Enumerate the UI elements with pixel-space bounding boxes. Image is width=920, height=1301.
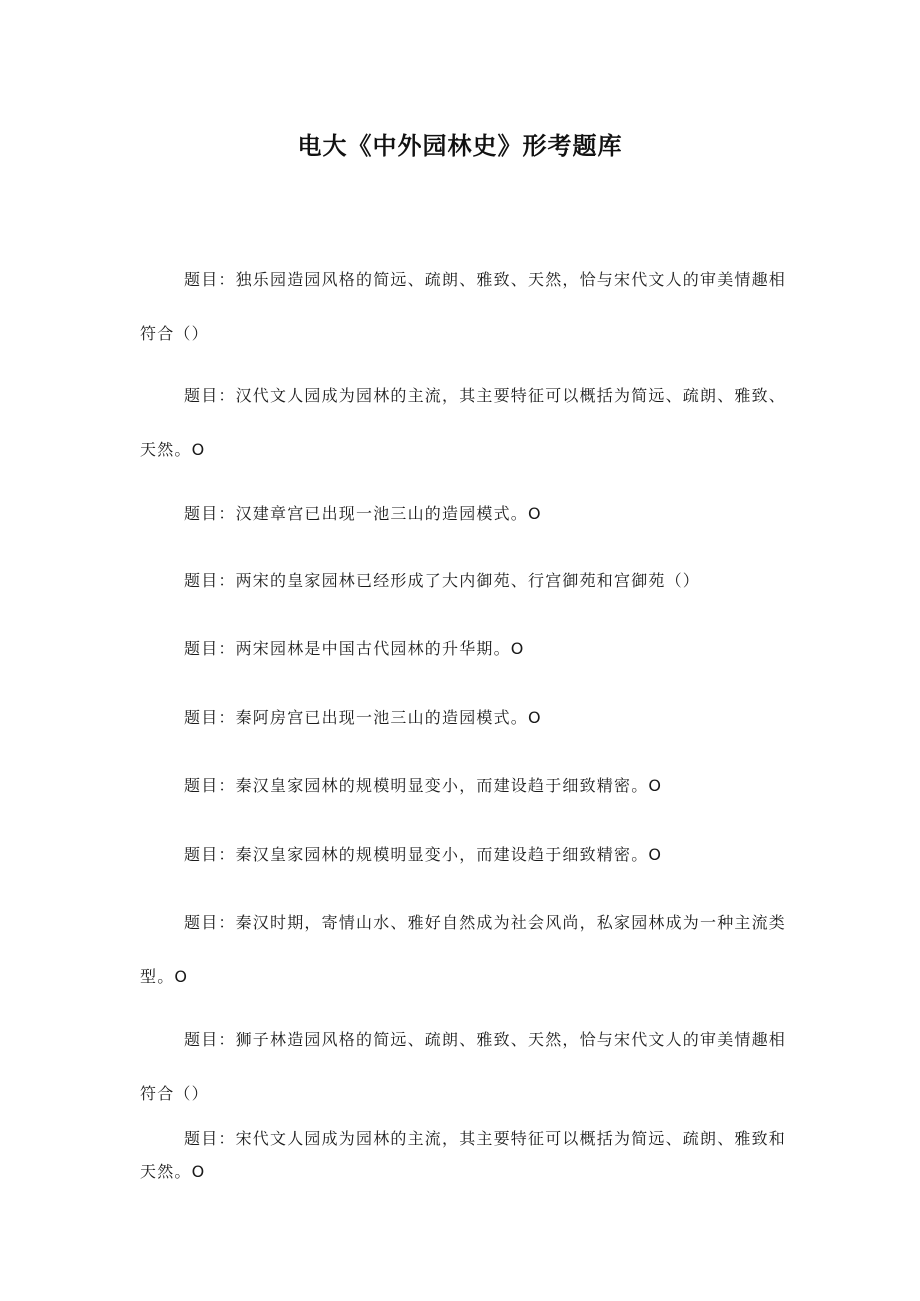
document-title: 电大《中外园林史》形考题库 (297, 132, 623, 160)
question-item: 题目：汉代文人园成为园林的主流，其主要特征可以概括为简远、疏朗、雅致、天然。O (140, 386, 787, 459)
question-item: 题目：秦汉皇家园林的规模明显变小，而建设趋于细致精密。O (184, 845, 663, 864)
question-item: 题目：独乐园造园风格的简远、疏朗、雅致、天然，恰与宋代文人的审美情趣相符合（） (140, 270, 787, 343)
question-item: 题目：秦汉皇家园林的规模明显变小，而建设趋于细致精密。O (184, 776, 663, 795)
question-item: 题目：两宋的皇家园林已经形成了大内御苑、行宫御苑和宫御苑（） (184, 571, 701, 590)
question-item: 题目：狮子林造园风格的简远、疏朗、雅致、天然，恰与宋代文人的审美情趣相符合（） (140, 1030, 787, 1103)
question-item: 题目：宋代文人园成为园林的主流，其主要特征可以概括为简远、疏朗、雅致和天然。O (140, 1129, 787, 1181)
question-item: 题目：秦阿房宫已出现一池三山的造园模式。O (184, 708, 542, 727)
question-item: 题目：秦汉时期，寄情山水、雅好自然成为社会风尚，私家园林成为一种主流类型。O (140, 913, 787, 986)
question-item: 题目：两宋园林是中国古代园林的升华期。O (184, 639, 525, 658)
question-item: 题目：汉建章宫已出现一池三山的造园模式。O (184, 504, 542, 523)
